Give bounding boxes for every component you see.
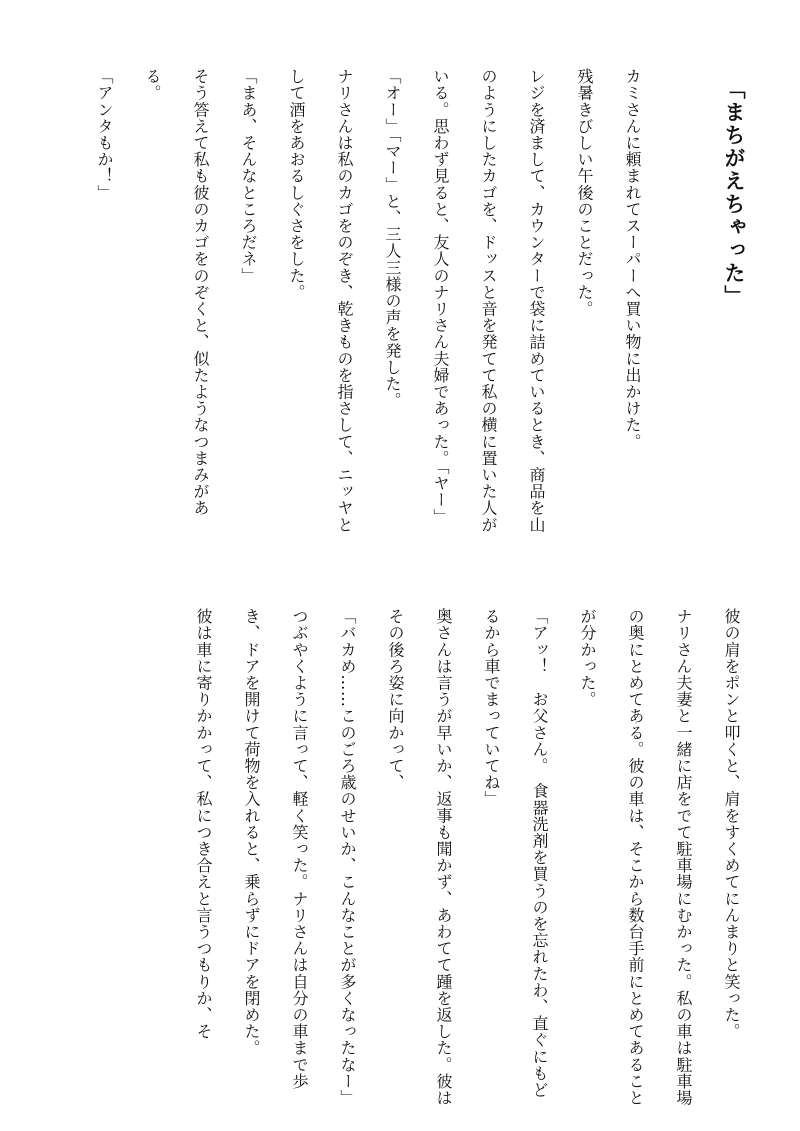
paragraph-5: 「まあ、そんなところだネ」 <box>239 68 258 284</box>
paragraph-2: 残暑きびしい午後のことだった。 <box>575 68 594 317</box>
paragraph-1: カミさんに頼まれてスーパーへ買い物に出かけた。 <box>623 68 642 450</box>
paragraph-10: 「アッ！ お父さん。 食器洗剤を買うのを忘れたわ、直ぐにもどるから車でまっていてね」 <box>482 608 549 1098</box>
paragraph-13: つぶやくように言って、軽く笑った。ナリさんは自分の車まで歩き、ドアを開けて荷物を入れると、乗らずにドアを閉めた。 <box>242 608 309 1090</box>
paragraph-6: そう答えて私も彼のカゴをのぞくと、似たようなつまみがある。 <box>143 68 210 517</box>
paragraph-7: 「アンタもか！」 <box>95 68 114 201</box>
paragraph-4: ナリさんは私のカゴをのぞき、乾きものを指さして、ニッヤとして酒をあおるしぐさをした。 <box>287 68 354 533</box>
paragraph-9: ナリさん夫妻と一緒に店をでて駐車場にむかった。私の車は駐車場の奥にとめてある。彼の車は、そこから数台手前にとめてあることが分かった。 <box>578 608 693 1106</box>
lower-text-block <box>75 608 755 1108</box>
paragraph-11: 奥さんは言うが早いか、返事も聞かず、あわてて踵を返した。彼はその後ろ姿に向かって、 <box>386 608 453 1106</box>
paragraph-8: 彼の肩をポンと叩くと、肩をすくめてにんまりと笑った。 <box>722 608 741 1040</box>
story-title: 「まちがえちゃった」 <box>722 78 746 308</box>
upper-text-block <box>74 68 754 548</box>
paragraph-3: レジを済まして、カウンターで袋に詰めているとき、商品を山のようにしたカゴを、ドッスと音を発てて私の横に置いた人がいる。思わず見ると、友人のナリさん夫婦であった。「ヤー」「オー」「マー」と、三人三様の声を発した。 <box>383 68 546 533</box>
paragraph-14: 彼は車に寄りかかって、私につき合えと言うつもりか、そ <box>194 608 213 1040</box>
paragraph-12: 「バカめ……このごろ歳のせいか、こんなことが多くなったなー」 <box>338 608 357 1106</box>
